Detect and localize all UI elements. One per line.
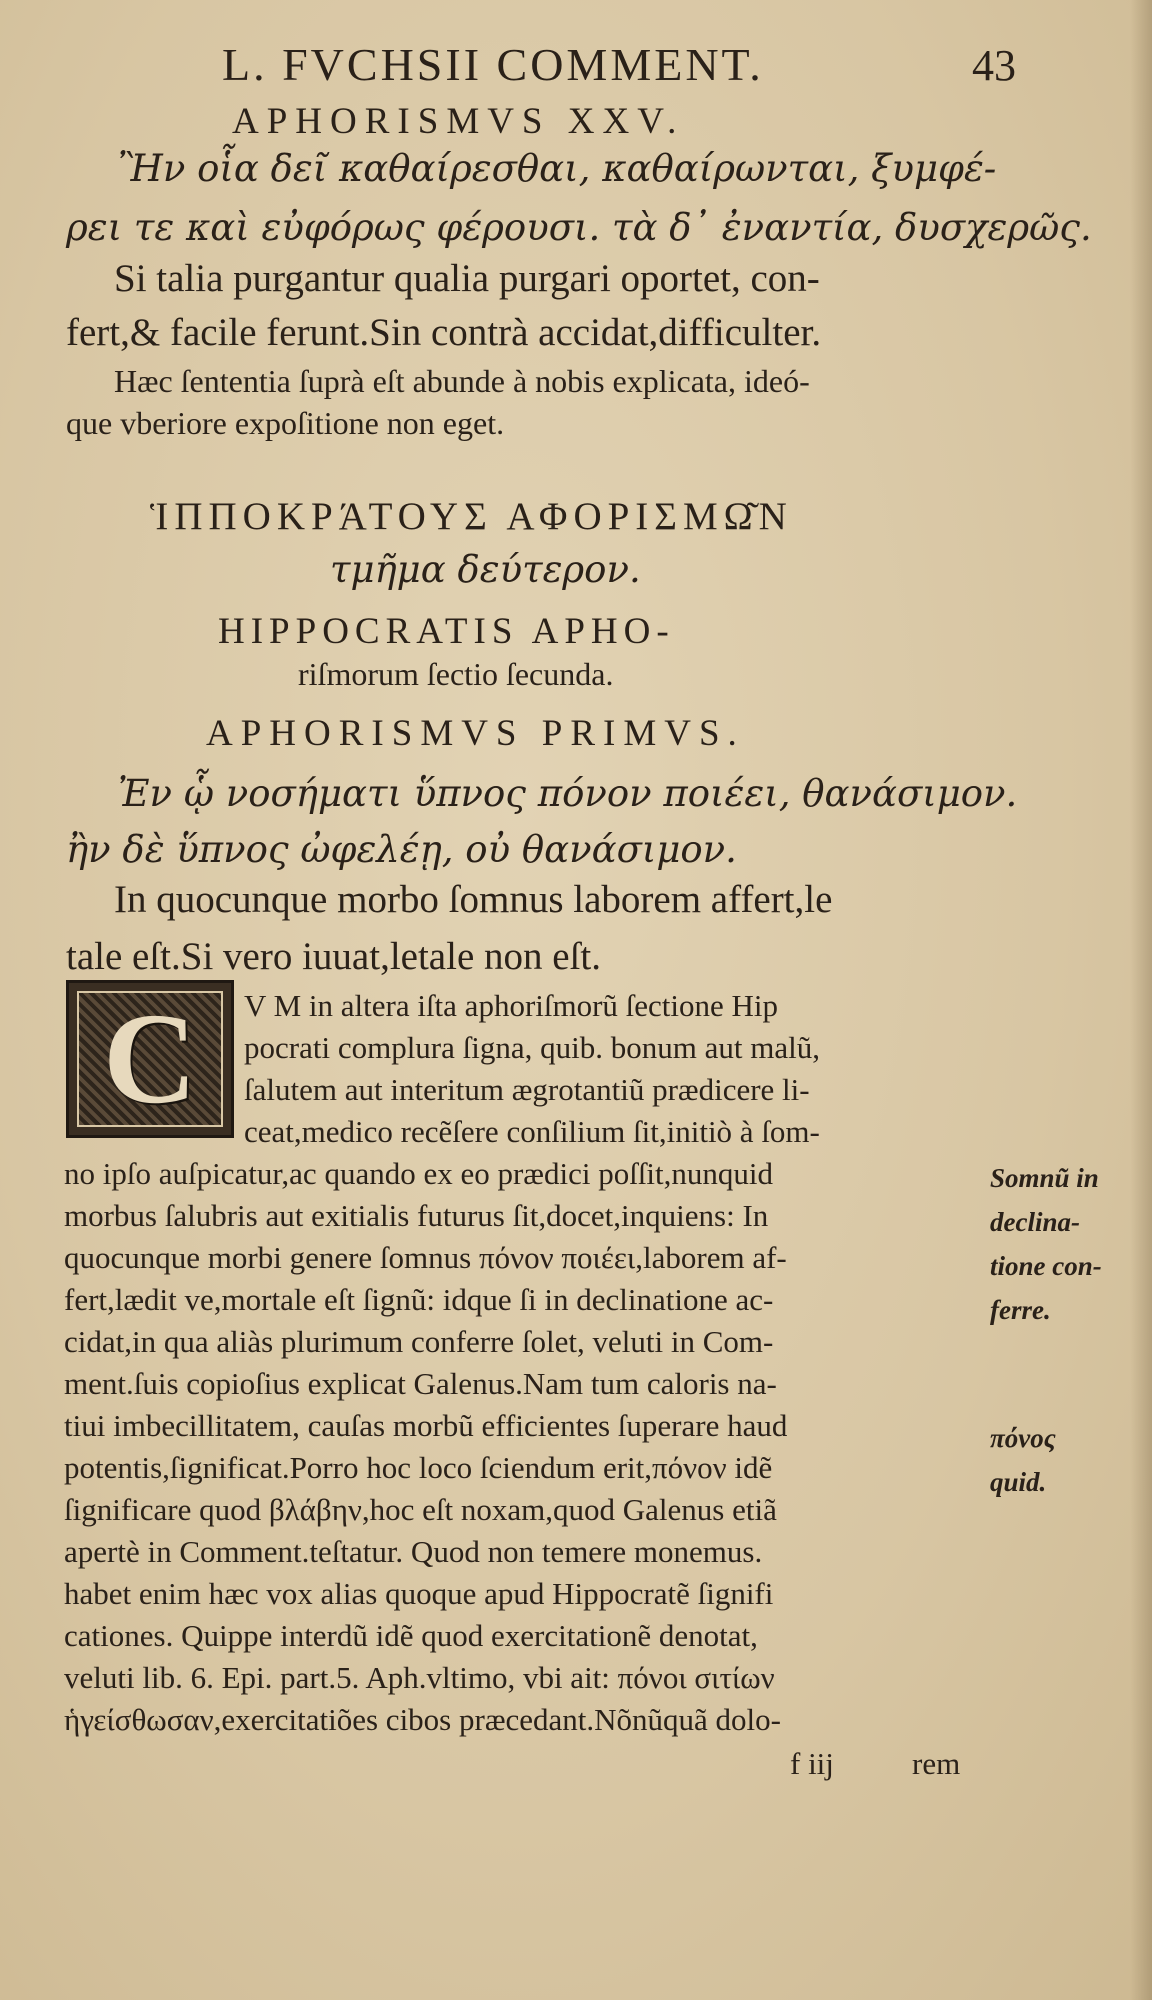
commentary-line: cidat,in qua aliàs plurimum conferre ſolet, veluti in Com- [64,1324,774,1359]
aphorism-25-greek-line-2: ρει τε καὶ εὐφόρως φέρουσι. τὰ δ᾽ ἐναντία, δυσχερῶς. [66,206,1092,249]
commentary-line: cationes. Quippe interdũ idẽ quod exercitationẽ denotat, [64,1618,758,1653]
commentary-line: ceat,medico recẽſere conſilium ſit,initiò à ſom- [244,1114,820,1149]
aphorism-25-comment-line-1: Hæc ſententia ſuprà eſt abunde à nobis explicata, ideó- [114,363,810,399]
decorated-initial [66,980,234,1138]
aphorism-1-greek-line-1: Ἐν ᾧ νοσήματι ὕπνος πόνον ποιέει, θανάσιμον. [118,772,1018,815]
commentary-line: ſignificare quod βλάβην,hoc eſt noxam,quod Galenus etiã [64,1492,777,1527]
aphorism-1-greek-line-2: ἢν δὲ ὕπνος ὠφελέῃ, οὐ θανάσιμον. [66,828,737,871]
section-title-greek-line-1: ἹΠΠΟΚΡΆΤΟΥΣ ΑΦΟΡΙΣΜΩ͂Ν [150,495,793,538]
aphorism-1-latin-line-1: In quocunque morbo ſomnus laborem affert,le [114,878,833,921]
aphorism-1-latin-line-2: tale eſt.Si vero iuuat,letale non eſt. [66,935,601,978]
commentary-line: no ipſo auſpicatur,ac quando ex eo prædici poſſit,nunquid [64,1156,774,1191]
catchword: rem [912,1746,961,1781]
margin-note-line: declina- [990,1207,1080,1237]
margin-note-line: tione con- [990,1251,1102,1281]
aphorism-25-latin-line-2: fert,& facile ferunt.Sin contrà accidat,difficulter. [66,311,822,354]
page-edge-shadow [1130,0,1152,2000]
commentary-line: ἡγείσθωσαν,exercitatiões cibos præcedant.Nõnũquã dolo- [64,1702,781,1737]
commentary-line: morbus ſalubris aut exitialis futurus ſit,docet,inquiens: In [64,1198,769,1233]
commentary-line: ment.ſuis copioſius explicat Galenus.Nam tum caloris na- [64,1366,777,1401]
commentary-line: fert,lædit ve,mortale eſt ſignũ: idque ſi in declinatione ac- [64,1282,774,1317]
folio-number: 43 [972,41,1016,90]
aphorism-25-heading: APHORISMVS XXV. [232,101,685,142]
aphorism-25-comment-line-2: que vberiore expoſitione non eget. [66,405,505,441]
signature-mark: f iij [790,1746,834,1781]
margin-note-line: ferre. [990,1295,1051,1325]
section-title-greek-line-2: τμῆμα δεύτερον. [330,548,641,591]
running-head: L. FVCHSII COMMENT. [222,39,764,90]
commentary-line: quocunque morbi genere ſomnus πόνον ποιέει,laborem af- [64,1240,787,1275]
initial-letter: C [103,987,197,1131]
commentary-line: V M in altera iſta aphoriſmorũ ſectione Hip [244,988,779,1023]
margin-note-line: Somnũ in [990,1163,1099,1193]
commentary-line: pocrati complura ſigna, quib. bonum aut malũ, [244,1030,820,1065]
aphorism-1-heading: APHORISMVS PRIMVS. [206,713,745,754]
commentary-line: tiui imbecillitatem, cauſas morbũ efficientes ſuperare haud [64,1408,788,1443]
section-title-latin-line-1: HIPPOCRATIS APHO- [218,611,675,652]
margin-note-line: πόνος [990,1423,1056,1453]
commentary-line: apertè in Comment.teſtatur. Quod non temere monemus. [64,1534,763,1569]
commentary-line: habet enim hæc vox alias quoque apud Hippocratẽ ſignifi [64,1576,774,1611]
margin-note-line: quid. [990,1467,1047,1497]
commentary-line: veluti lib. 6. Epi. part.5. Aph.vltimo, vbi ait: πόνοι σιτίων [64,1660,775,1695]
aphorism-25-latin-line-1: Si talia purgantur qualia purgari oportet, con- [114,257,820,300]
commentary-line: ſalutem aut interitum ægrotantiũ prædicere li- [244,1072,810,1107]
aphorism-25-greek-line-1: Ἢν οἷα δεῖ καθαίρεσθαι, καθαίρωνται, ξυμφέ- [118,147,997,190]
section-title-latin-line-2: riſmorum ſectio ſecunda. [298,656,614,692]
commentary-line: potentis,ſignificat.Porro hoc loco ſciendum erit,πόνον idẽ [64,1450,773,1485]
